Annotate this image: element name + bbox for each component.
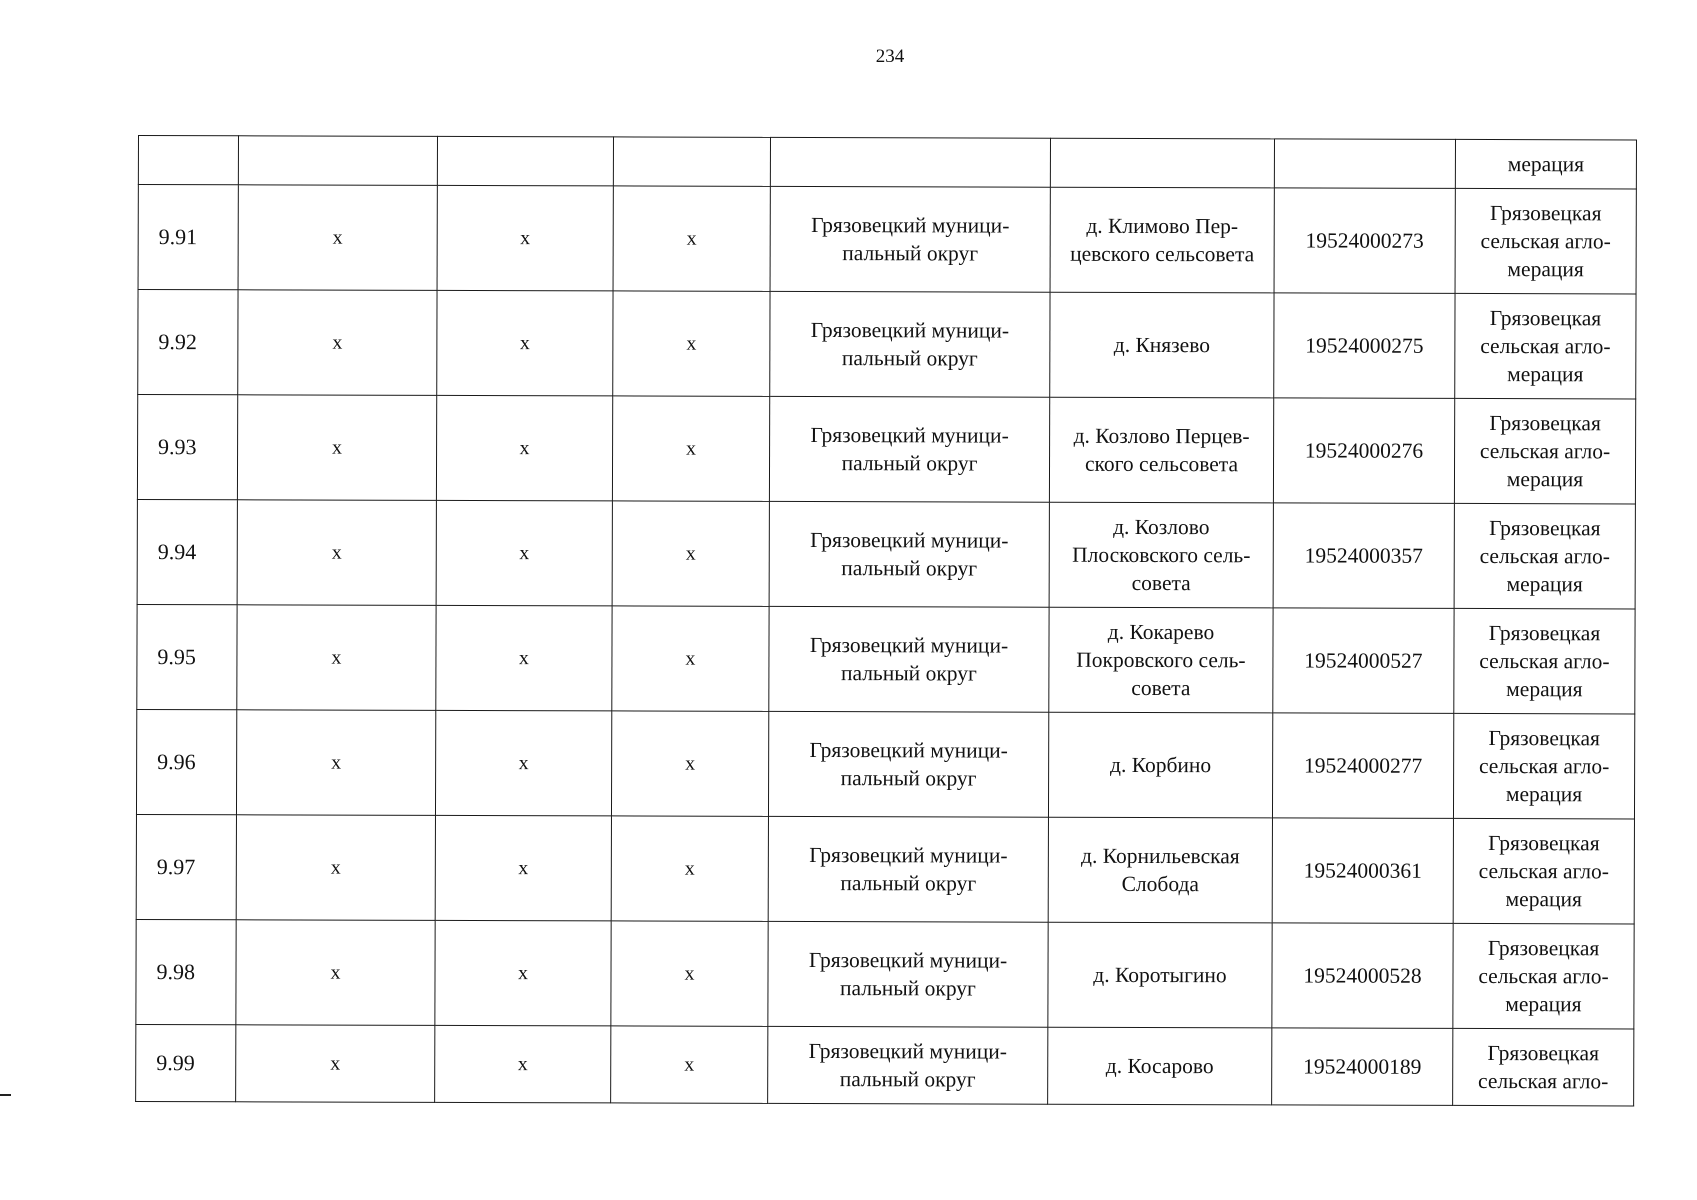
cell-line: мерация [1505,782,1583,807]
x-mark-cell: х [238,185,437,291]
cell-line: мерация [1507,362,1584,387]
cell-line: д. Климово Пер- [1086,213,1239,239]
agglomeration-cell [1455,293,1636,399]
settlement-cell [1049,397,1273,503]
cell-line: Грязовецкая [1487,936,1600,961]
cell-line: Грязовецкая [1489,411,1601,436]
cell-line: Покровского сель- [1076,647,1246,673]
oktmo-code-cell: 19524000275 [1274,293,1455,399]
agglomeration-cell [1454,398,1635,504]
row-number: 9.96 [136,709,236,814]
table-row [137,395,1635,504]
oktmo-code-cell: 19524000528 [1272,923,1453,1029]
cell-line: сельская агло- [1478,753,1610,779]
cell-line: Грязовецкий муници- [811,212,1010,238]
cell-line: д. Кокарево [1107,619,1215,645]
table-row [138,290,1636,399]
x-mark-cell: х [236,1025,435,1103]
oktmo-code-cell: 19524000189 [1272,1028,1453,1106]
cell-line: д. Козлово Перцев- [1073,423,1250,449]
continuation-row [138,136,1636,189]
agglomeration-cell [1455,188,1636,294]
table-cell [613,137,770,186]
cell-line: д. Корбино [1110,752,1212,778]
x-mark-cell: х [611,816,768,921]
agglomeration-cell [1453,713,1634,819]
cell-line: Плосковского сель- [1072,542,1251,568]
agglomeration-cell [1454,608,1635,714]
oktmo-code-cell: 19524000277 [1272,713,1453,819]
x-mark-cell: х [436,605,612,711]
table-row [136,814,1634,923]
cell-line: пальный округ [841,556,978,581]
cell-line: пальный округ [840,661,977,686]
cell-line: д. Корнильевская [1080,843,1240,869]
cell-line: Грязовецкая [1488,621,1601,646]
x-mark-cell: х [435,710,611,816]
cell-line: д. Коротыгино [1093,962,1227,988]
oktmo-code-cell: 19524000276 [1273,398,1454,504]
settlement-cell [1048,922,1272,1028]
row-number: 9.92 [138,290,238,395]
cell-line: Грязовецкий муници- [808,1038,1007,1064]
settlement-cell [1048,1027,1272,1105]
municipal-district-cell [770,186,1050,292]
cell-line: Грязовецкий муници- [809,842,1008,868]
row-number: 9.95 [137,604,237,709]
cell-line: Грязовецкая [1487,1041,1600,1066]
cell-line: сельская агло- [1479,543,1610,569]
x-mark-cell: х [436,395,612,501]
x-mark-cell: х [612,396,769,501]
page-number: 234 [875,46,905,67]
table-row [138,185,1636,294]
cell-line: Грязовецкий муници- [810,422,1009,448]
table-body [136,136,1637,1106]
cell-line: сельская агло- [1480,228,1611,254]
table-row [136,709,1634,818]
agglomeration-cell [1453,1028,1634,1106]
cell-line: Грязовецкая [1488,831,1600,856]
cell-line: сельская агло- [1478,1068,1609,1094]
cell-line: Грязовецкий муници- [810,527,1009,553]
cell-line: Грязовецкая [1488,726,1600,751]
settlement-cell [1050,187,1274,293]
cell-line: мерация [1506,677,1583,702]
table-cell [138,136,238,185]
cell-line: пальный округ [842,241,979,266]
cell-line: пальный округ [841,451,978,476]
x-mark-cell: х [237,605,436,711]
row-number: 9.97 [136,814,236,919]
cell-line: пальный округ [840,871,977,896]
municipal-district-cell [768,921,1048,1027]
cell-line: Грязовецкая [1490,201,1602,226]
x-mark-cell: х [435,815,611,921]
table-row [136,1024,1634,1105]
x-mark-cell: х [611,711,768,816]
settlement-cell [1048,817,1272,923]
municipal-district-cell [768,1026,1048,1104]
x-mark-cell: х [237,500,436,606]
agglomeration-continuation-cell: мерация [1455,139,1636,189]
table-cell [238,136,437,186]
x-mark-cell: х [237,395,436,501]
cell-line: Слобода [1121,871,1200,897]
x-mark-cell: х [611,1026,768,1103]
cell-line: сельская агло- [1479,438,1611,464]
cell-line: Грязовецкий муници- [809,632,1009,658]
row-number: 9.93 [137,395,237,500]
x-mark-cell: х [613,291,770,396]
x-mark-cell: х [613,186,770,291]
cell-line: сельская агло- [1478,963,1609,989]
cell-line: д. Козлово [1113,514,1210,540]
x-mark-cell: х [238,290,437,396]
cell-line: пальный округ [841,346,978,371]
cell-line: сельская агло- [1480,333,1611,359]
cell-line: д. Косарово [1105,1053,1214,1079]
table-row [137,604,1635,713]
table-cell [770,137,1050,187]
x-mark-cell: х [437,290,613,396]
agglomeration-cell [1454,503,1635,609]
x-mark-cell: х [437,185,613,291]
cell-line: сельская агло- [1479,648,1610,674]
x-mark-cell: х [612,606,769,711]
row-number: 9.94 [137,499,237,604]
cell-line: Грязовецкий муници- [808,947,1008,973]
municipal-district-cell [768,816,1048,922]
x-mark-cell: х [436,500,612,606]
margin-mark [0,1094,11,1096]
settlement-cell [1049,607,1273,713]
oktmo-code-cell: 19524000361 [1272,818,1453,924]
settlement-cell [1050,292,1274,398]
cell-line: д. Князево [1113,332,1211,358]
table-cell [437,136,613,186]
cell-line: мерация [1505,887,1582,912]
cell-line: Грязовецкий муници- [809,737,1008,763]
x-mark-cell: х [435,1025,611,1103]
cell-line: пальный округ [839,1067,976,1092]
cell-line: ского сельсовета [1084,451,1239,477]
municipal-district-cell [769,606,1049,712]
cell-line: мерация [1507,257,1584,282]
table-row [137,499,1635,608]
oktmo-code-cell: 19524000527 [1273,608,1454,714]
cell-line: пальный округ [840,766,977,791]
cell-line: цевского сельсовета [1070,241,1255,267]
oktmo-code-cell: 19524000273 [1274,188,1455,294]
cell-line: пальный округ [840,976,976,1001]
row-number: 9.99 [136,1024,236,1101]
cell-line: совета [1131,675,1191,701]
agglomeration-cell [1453,818,1634,924]
cell-line: Грязовецкая [1489,516,1601,541]
cell-line: мерация [1506,467,1584,492]
x-mark-cell: х [236,710,435,816]
table-cell [1274,139,1455,189]
municipal-district-cell [769,501,1049,607]
x-mark-cell: х [612,501,769,606]
row-number: 9.98 [136,919,236,1024]
cell-line: сельская агло- [1478,858,1609,884]
settlements-table [135,135,1637,1106]
settlement-cell [1049,502,1273,608]
agglomeration-cell [1453,923,1634,1029]
settlement-cell [1048,712,1272,818]
table-row [136,919,1634,1028]
municipal-district-cell [768,711,1048,817]
table-cell [1050,138,1274,188]
row-number: 9.91 [138,185,238,290]
cell-line: Грязовецкая [1489,306,1602,331]
x-mark-cell: х [236,815,435,921]
cell-line: мерация [1505,992,1582,1017]
oktmo-code-cell: 19524000357 [1273,503,1454,609]
x-mark-cell: х [236,920,435,1026]
cell-line: мерация [1506,572,1583,597]
x-mark-cell: х [611,921,768,1026]
cell-line: совета [1131,570,1191,596]
cell-line: Грязовецкий муници- [810,317,1010,343]
municipal-district-cell [769,396,1049,502]
x-mark-cell: х [435,920,611,1026]
municipal-district-cell [770,291,1050,397]
